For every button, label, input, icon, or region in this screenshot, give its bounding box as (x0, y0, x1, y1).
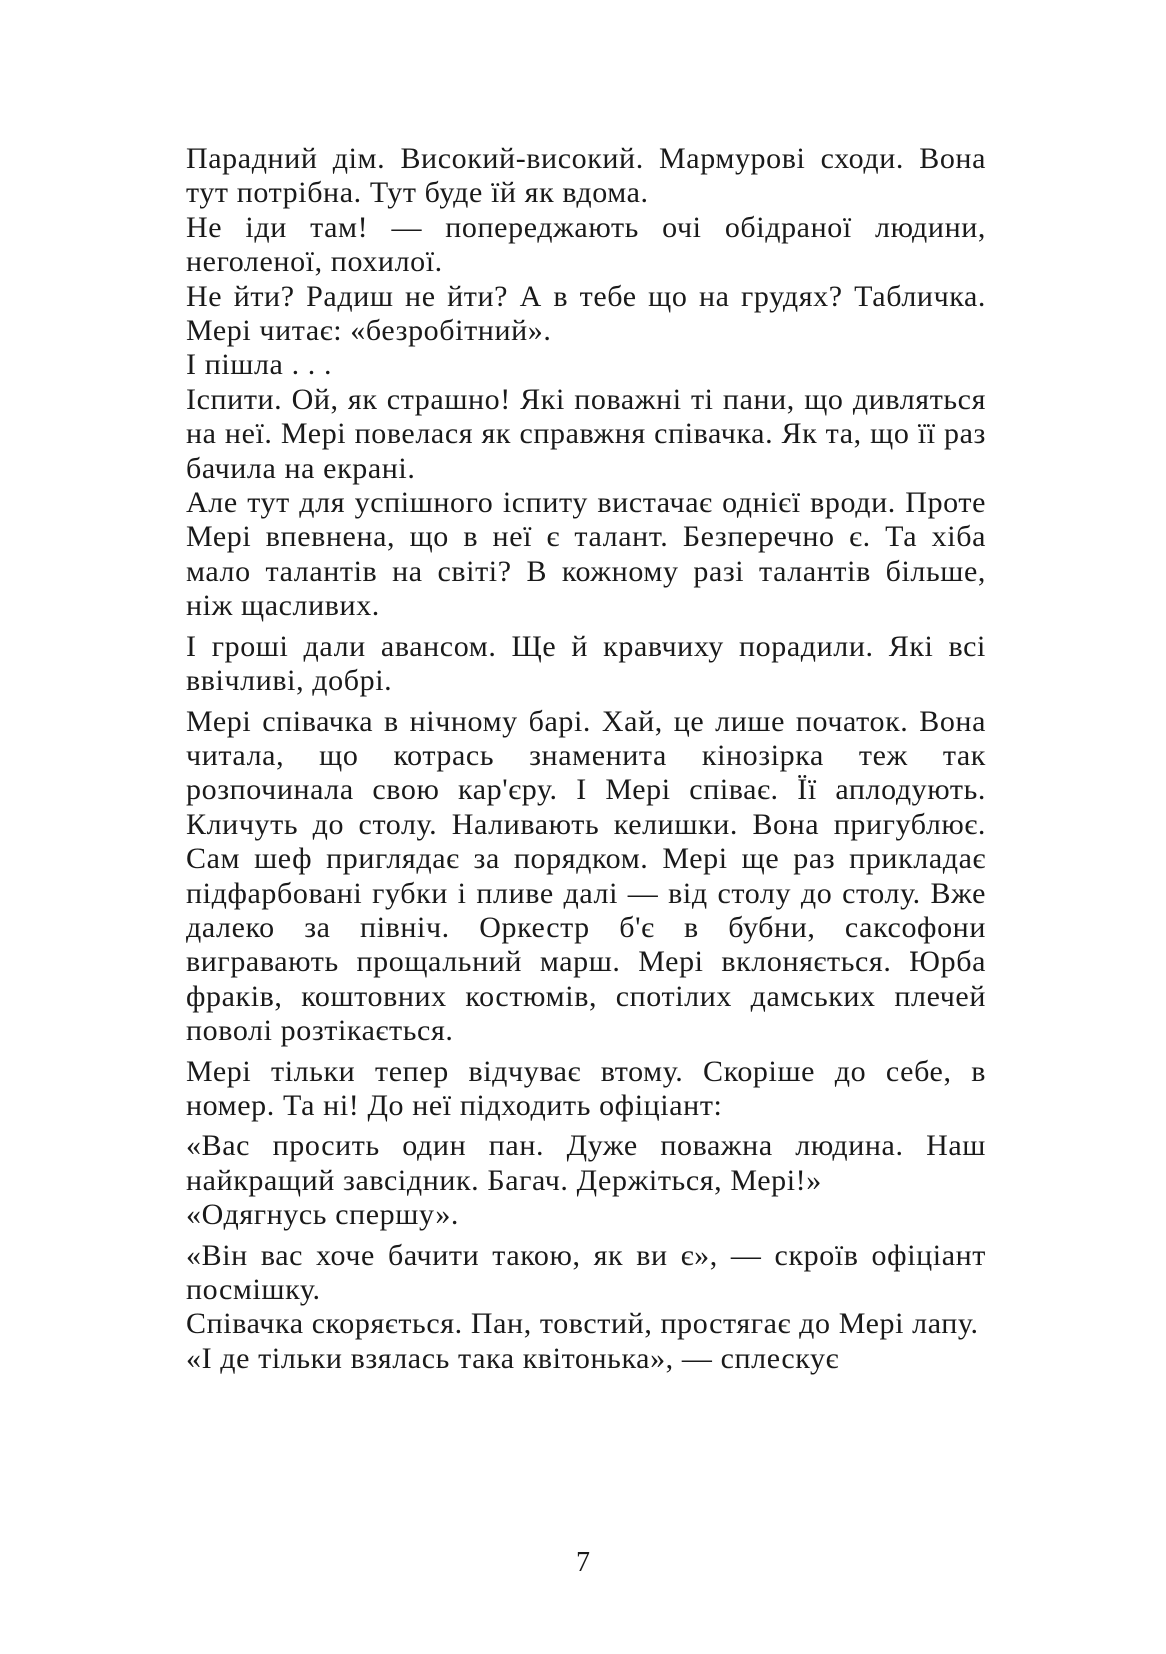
paragraph: «Вас просить один пан. Дуже поважна людина. Наш найкращий завсідник. Багач. Держіться, Мері!» (186, 1129, 986, 1197)
paragraph: Не йти? Радиш не йти? А в тебе що на грудях? Табличка. Мері читає: «безробітний». (186, 279, 986, 348)
paragraph: Парадний дім. Високий-високий. Мармурові сходи. Вона тут потрібна. Тут буде їй як вдома. (186, 142, 986, 210)
paragraph: «Одягнусь спершу». (186, 1198, 460, 1232)
paragraph: Мері співачка в нічному барі. Хай, це лише початок. Вона читала, що котрась знаменита кінозірка теж так розпочинала свою кар'єру. І Мері співає. Її аплодують. Кличуть до столу. Наливають келишки. Вона пригублює. Сам шеф приглядає за порядком. Мері ще раз прикладає підфарбовані губки і пливе далі — від столу до столу. Вже далеко за північ. Оркестр б'є в бубни, саксофони вигравають прощальний марш. Мері вклоняється. Юрба фраків, коштовних костюмів, спотілих дамських плечей поволі розтікається. (186, 704, 986, 1048)
body-text (186, 142, 986, 1376)
paragraph: Але тут для успішного іспиту вистачає однієї вроди. Проте Мері впевнена, що в неї є талант. Безперечно є. Та хіба мало талантів на світі? В кожному разі талантів більше, ніж щасливих. (186, 486, 986, 623)
paragraph: Іспити. Ой, як страшно! Які поважні ті пани, що дивляться на неї. Мері повелася як справжня співачка. Як та, що її раз бачила на екрані. (186, 382, 986, 485)
paragraph: Співачка скоряється. Пан, товстий, простягає до Мері лапу. (186, 1307, 979, 1341)
page-number: 7 (576, 1547, 590, 1578)
paragraph: «І де тільки взялась така квітонька», — сплескує (186, 1341, 840, 1375)
paragraph: «Він вас хоче бачити такою, як ви є», — скроїв офіціант посмішку. (186, 1238, 986, 1306)
paragraph: І гроші дали авансом. Ще й кравчиху порадили. Які всі ввічливі, добрі. (186, 629, 986, 698)
paragraph: Мері тільки тепер відчуває втому. Скоріше до себе, в номер. Та ні! До неї підходить офіціант: (186, 1054, 986, 1122)
paragraph: І пішла . . . (186, 348, 333, 382)
paragraph: Не іди там! — попереджають очі обідраної людини, неголеної, похилої. (186, 210, 986, 279)
